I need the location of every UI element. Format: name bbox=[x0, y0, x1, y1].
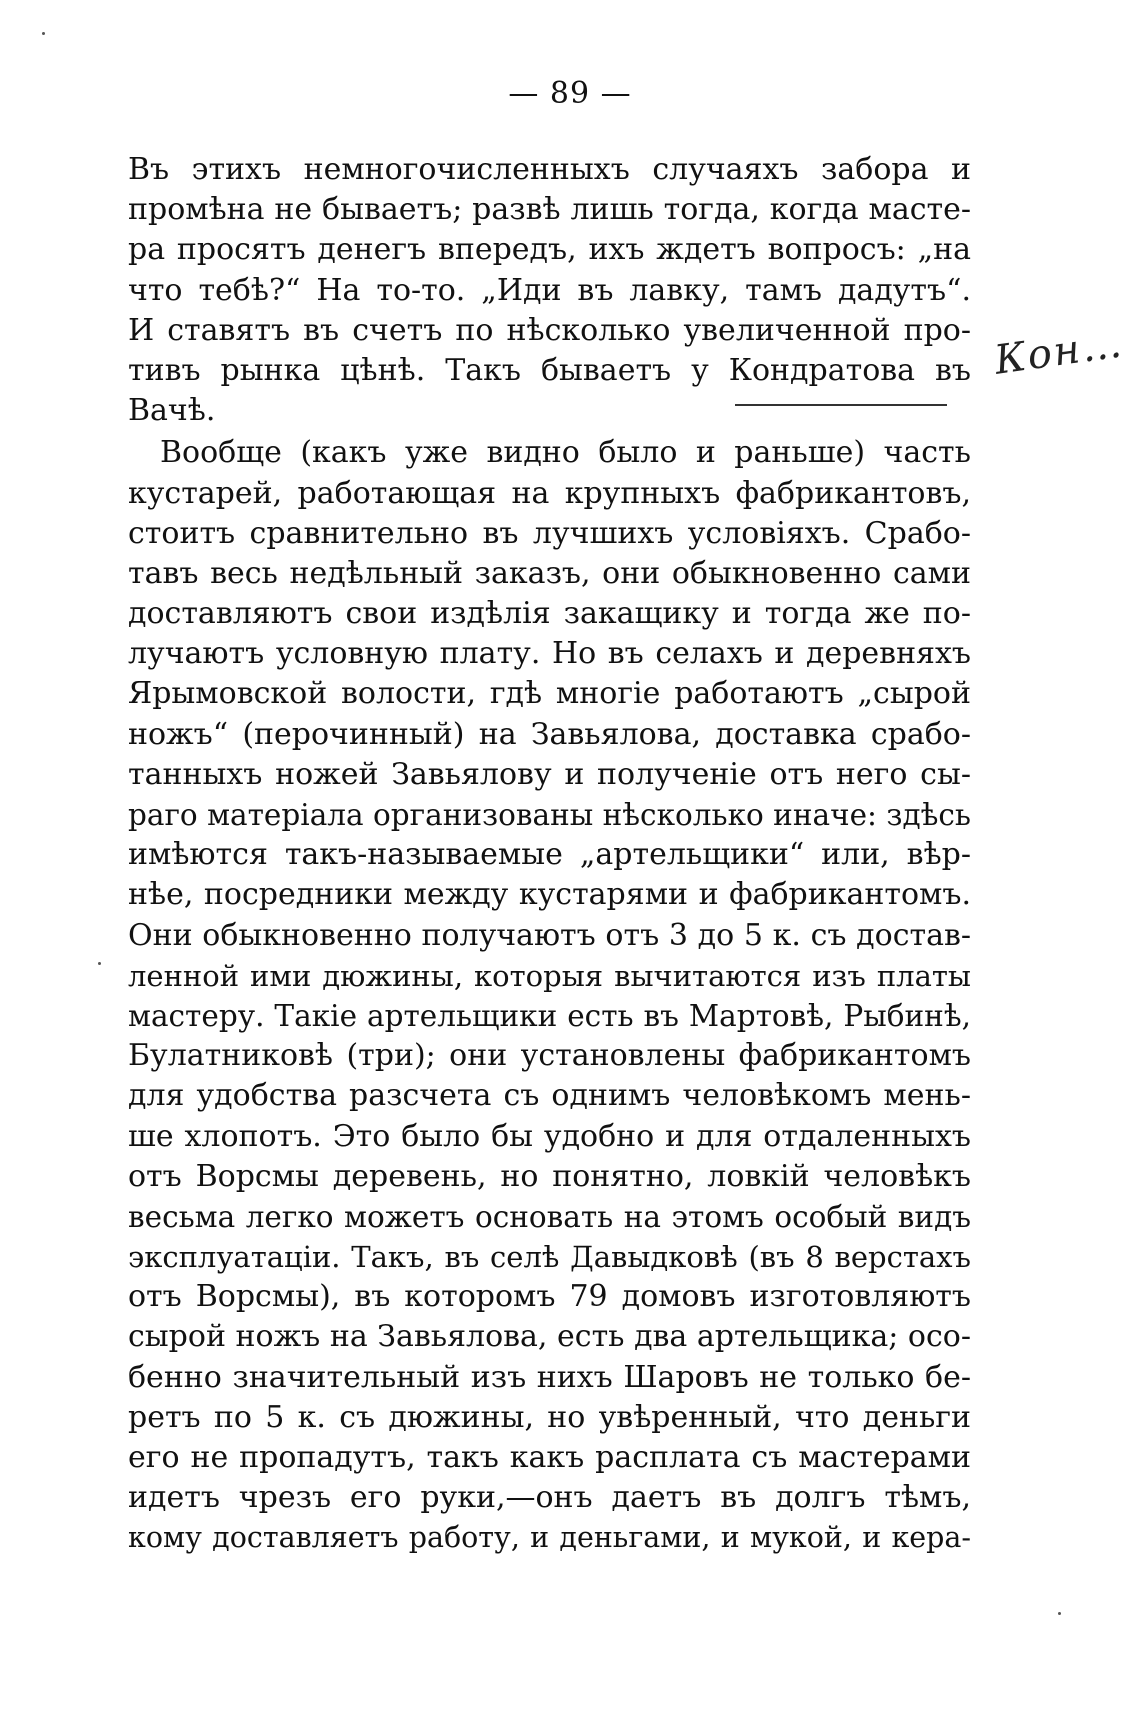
text-line: Въ этихъ немногочисленныхъ случаяхъ забора и bbox=[128, 152, 971, 187]
text-line: танныхъ ножей Завьялову и полученіе отъ него сы- bbox=[128, 756, 971, 792]
text-line: тавъ весь недѣльный заказъ, они обыкновенно сами bbox=[128, 555, 971, 591]
text-line: И ставятъ въ счетъ по нѣсколько увеличенной про- bbox=[128, 312, 971, 348]
text-line: бенно значительный изъ нихъ Шаровъ не только бе- bbox=[128, 1359, 971, 1395]
text-line: доставляютъ свои издѣлія закащику и тогда же по- bbox=[128, 596, 971, 632]
text-line: стоитъ сравнительно въ лучшихъ условіяхъ. Срабо- bbox=[128, 515, 971, 551]
margin-note: Кон… bbox=[991, 320, 1127, 384]
text-line: ножъ“ (перочинный) на Завьялова, доставка срабо- bbox=[128, 716, 971, 752]
text-line: Булатниковѣ (три); они установлены фабрикантомъ bbox=[128, 1038, 971, 1074]
text-line: его не пропадутъ, такъ какъ расплата съ мастерами bbox=[128, 1440, 971, 1475]
text-line: эксплуатаціи. Такъ, въ селѣ Давыдковѣ (въ 8 верстахъ bbox=[128, 1240, 971, 1275]
text-block bbox=[128, 150, 971, 1559]
text-line: Ярымовской волости, гдѣ многіе работаютъ „сырой bbox=[128, 676, 971, 712]
text-line: ра просятъ денегъ впередъ, ихъ ждетъ вопросъ: „на bbox=[128, 232, 971, 268]
text-line: что тебѣ?“ На то-то. „Иди въ лавку, тамъ дадутъ“. bbox=[128, 272, 971, 308]
text-line: лучаютъ условную плату. Но въ селахъ и деревняхъ bbox=[128, 636, 971, 672]
speck bbox=[98, 962, 101, 965]
text-line: тивъ рынка цѣнѣ. Такъ бываетъ у Кондратова въ bbox=[128, 352, 971, 388]
text-line: идетъ чрезъ его руки,—онъ даетъ въ долгъ тѣмъ, bbox=[128, 1480, 971, 1516]
text-line: отъ Ворсмы деревень, но понятно, ловкій человѣкъ bbox=[128, 1158, 971, 1194]
text-line: Вообще (какъ уже видно было и раньше) часть bbox=[160, 435, 971, 471]
text-line: промѣна не бываетъ; развѣ лишь тогда, когда масте- bbox=[128, 192, 971, 228]
paragraph-1 bbox=[128, 150, 971, 431]
speck bbox=[42, 32, 45, 35]
text-line: Они обыкновенно получаютъ отъ 3 до 5 к. съ достав- bbox=[128, 917, 971, 953]
text-line: ретъ по 5 к. съ дюжины, но увѣренный, что деньги bbox=[128, 1399, 971, 1435]
text-line: ше хлопотъ. Это было бы удобно и для отдаленныхъ bbox=[128, 1118, 971, 1154]
text-line: раго матеріала организованы нѣсколько иначе: здѣсь bbox=[128, 798, 971, 832]
text-line: кустарей, работающая на крупныхъ фабрикантовъ, bbox=[128, 475, 971, 511]
speck bbox=[1058, 1612, 1061, 1615]
text-line: для удобства разсчета съ однимъ человѣкомъ мень- bbox=[128, 1078, 971, 1114]
text-line: кому доставляетъ работу, и деньгами, и мукой, и кера- bbox=[128, 1521, 971, 1555]
paragraph-2 bbox=[128, 433, 971, 1558]
text-line: отъ Ворсмы), въ которомъ 79 домовъ изготовляютъ bbox=[128, 1279, 971, 1315]
text-line: имѣются такъ-называемые „артельщики“ или, вѣр- bbox=[128, 837, 971, 873]
text-line: нѣе, посредники между кустарями и фабрикантомъ. bbox=[128, 877, 971, 913]
text-line: ленной ими дюжины, которыя вычитаются изъ платы bbox=[128, 958, 971, 993]
text-line: сырой ножъ на Завьялова, есть два артельщика; осо- bbox=[128, 1319, 971, 1355]
page-number: — 89 — bbox=[508, 76, 632, 111]
text-line: Вачѣ. bbox=[128, 393, 216, 429]
text-line: весьма легко можетъ основать на этомъ особый видъ bbox=[128, 1199, 971, 1234]
text-line: мастеру. Такіе артельщики есть въ Мартовѣ, Рыбинѣ, bbox=[128, 998, 971, 1033]
